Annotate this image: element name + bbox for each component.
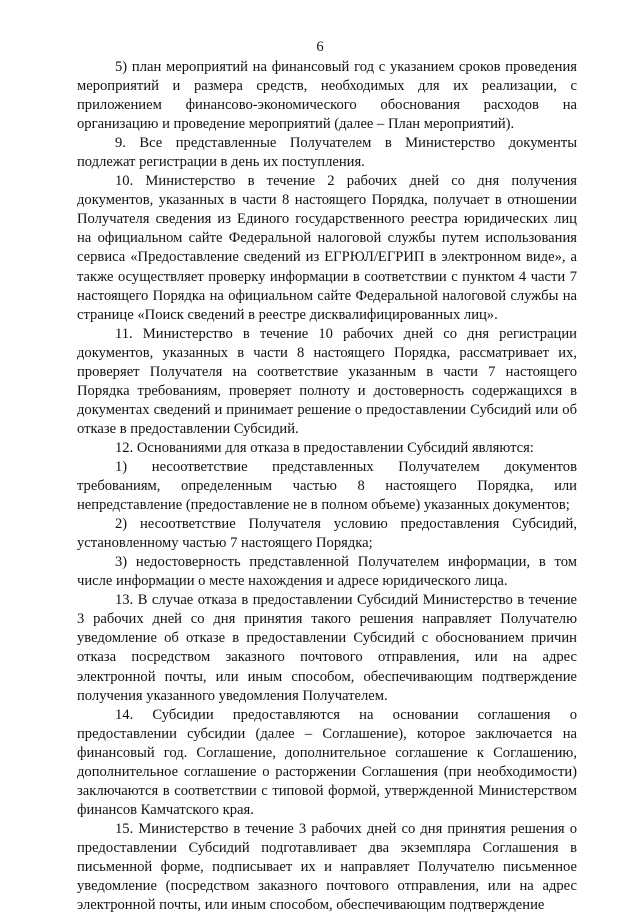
paragraph-12: 12. Основаниями для отказа в предоставлении Субсидий являются: — [115, 439, 534, 456]
paragraph-12-item-2: 2) несоответствие Получателя условию предоставления Субсидий, установленному частью 7 настоящего Порядка; — [77, 516, 577, 552]
page-number: 6 — [316, 39, 324, 55]
paragraph-9: 9. Все представленные Получателем в Министерство документы подлежат регистрации в день их поступления. — [77, 135, 577, 171]
paragraph-5-plan: 5) план мероприятий на финансовый год с указанием сроков проведения мероприятий и размера средств, необходимых для их реализации, с приложением финансово-экономического обоснования расходов на организацию и проведение мероприятий (далее – План мероприятий). — [77, 59, 577, 133]
paragraph-12-item-3: 3) недостоверность представленной Получателем информации, в том числе информации о месте нахождения и адресе юридического лица. — [77, 554, 577, 590]
paragraph-13: 13. В случае отказа в предоставлении Субсидий Министерство в течение 3 рабочих дней со дня принятия такого решения направляет Получателю уведомление об отказе в предоставлении Субсидий с обоснованием причин отказа посредством заказного почтового отправления, или на адрес электронной почты, или иным способом, обеспечивающим подтверждение получения указанного уведомления Получателем. — [77, 592, 577, 704]
paragraph-10: 10. Министерство в течение 2 рабочих дней со дня получения документов, указанных в части 8 настоящего Порядка, получает в отношении Получателя сведения из Единого государственного реестра юридических лиц на официальном сайте Федеральной налоговой службы путем использования сервиса «Предоставление сведений из ЕГРЮЛ/ЕГРИП в электронном виде», а также осуществляет проверку информации в соответствии с пунктом 4 части 7 настоящего Порядка на официальном сайте Федеральной налоговой службы на странице «Поиск сведений в реестре дисквалифицированных лиц». — [77, 173, 577, 323]
paragraph-12-item-1: 1) несоответствие представленных Получателем документов требованиям, определенным частью 8 настоящего Порядка, или непредставление (предоставление не в полном объеме) указанных документов; — [77, 458, 577, 514]
document-body — [77, 58, 577, 915]
paragraph-11: 11. Министерство в течение 10 рабочих дней со дня регистрации документов, указанных в части 8 настоящего Порядка, рассматривает их, проверяет Получателя на соответствие указанным в части 7 настоящего Порядка требованиям, проверяет полноту и достоверность содержащихся в документах сведений и принимает решение о предоставлении Субсидий или об отказе в предоставлении Субсидий. — [77, 325, 577, 437]
paragraph-14: 14. Субсидии предоставляются на основании соглашения о предоставлении субсидии (далее – Соглашение), которое заключается на финансовый год. Соглашение, дополнительное соглашение к Соглашению, дополнительное соглашение о расторжении Соглашения (при необходимости) заключаются в соответствии с типовой формой, утвержденной Министерством финансов Камчатского края. — [77, 706, 577, 818]
paragraph-15: 15. Министерство в течение 3 рабочих дней со дня принятия решения о предоставлении Субсидий подготавливает два экземпляра Соглашения в письменной форме, подписывает их и направляет Получателю письменное уведомление (посредством заказного почтового отправления, или на адрес электронной почты, или иным способом, обеспечивающим подтверждение — [77, 820, 577, 914]
